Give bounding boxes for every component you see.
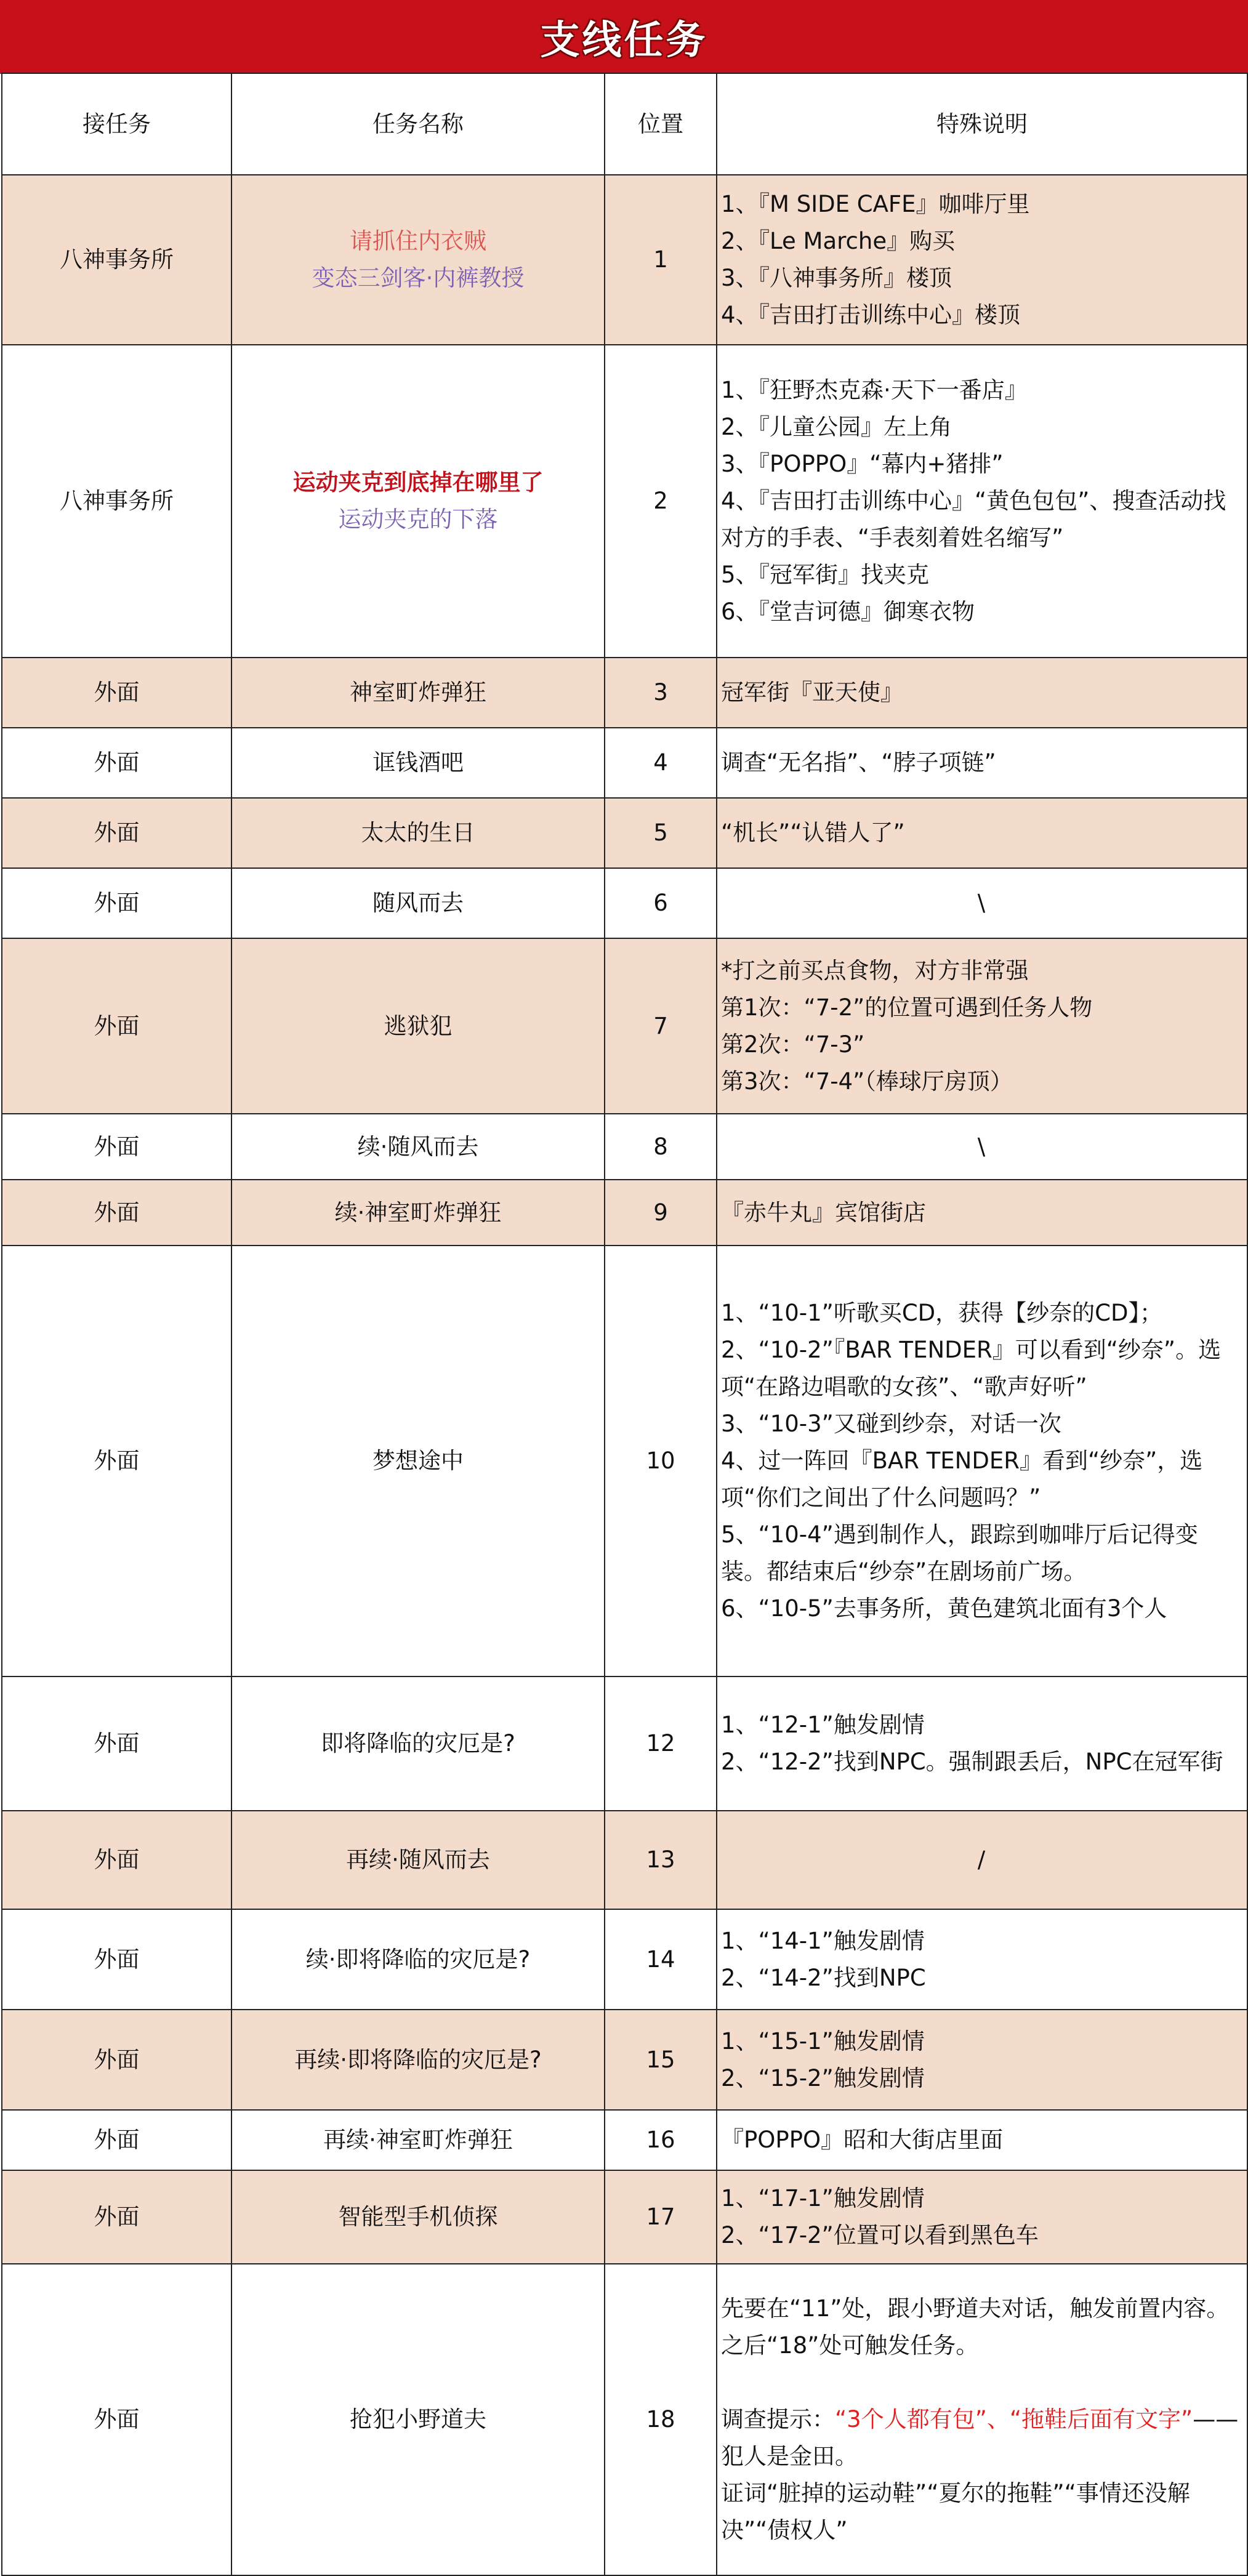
quest-giver: 外面 bbox=[2, 1676, 231, 1811]
quest-notes bbox=[717, 2264, 1247, 2575]
quest-name: 诓钱酒吧 bbox=[231, 728, 605, 798]
note-line: \ bbox=[977, 1133, 986, 1160]
note-line: 4、过一阵回『BAR TENDER』看到“纱奈”，选项“你们之间出了什么问题吗？” bbox=[721, 1447, 1203, 1511]
quest-notes bbox=[717, 1180, 1247, 1246]
quest-notes bbox=[717, 345, 1247, 658]
note-line: 1、『M SIDE CAFE』咖啡厅里 bbox=[721, 191, 1030, 217]
quest-notes bbox=[717, 938, 1247, 1114]
quest-notes bbox=[717, 1676, 1247, 1811]
note-line: 第2次：“7-3” bbox=[721, 1031, 865, 1058]
header-notes: 特殊说明 bbox=[717, 73, 1247, 175]
note-line: *打之前买点食物，对方非常强 bbox=[721, 957, 1029, 984]
quest-position: 5 bbox=[605, 798, 717, 868]
table-row bbox=[2, 1114, 1247, 1180]
note-line: 4、『吉田打击训练中心』楼顶 bbox=[721, 302, 1021, 328]
header-position: 位置 bbox=[605, 73, 717, 175]
table-row bbox=[2, 1246, 1247, 1676]
quest-notes bbox=[717, 2170, 1247, 2264]
note-line: 1、“14-1”触发剧情 bbox=[721, 1927, 925, 1954]
quest-name-subline: 运动夹克的下落 bbox=[338, 506, 498, 533]
quest-giver: 外面 bbox=[2, 938, 231, 1114]
note-line: 1、『狂野杰克森·天下一番店』 bbox=[721, 377, 1028, 403]
quest-giver: 八神事务所 bbox=[2, 345, 231, 658]
quest-name: 智能型手机侦探 bbox=[231, 2170, 605, 2264]
investigation-hint bbox=[721, 2401, 1242, 2475]
note-line: 3、『八神事务所』楼顶 bbox=[721, 265, 952, 291]
quest-name: 再续·神室町炸弹狂 bbox=[231, 2110, 605, 2170]
note-line: “机长”“认错人了” bbox=[721, 819, 905, 846]
note-line: 『赤牛丸』宾馆街店 bbox=[721, 1199, 926, 1226]
quest-position: 2 bbox=[605, 345, 717, 658]
quest-name: 太太的生日 bbox=[231, 798, 605, 868]
quest-name: 再续·即将降临的灾厄是? bbox=[231, 2010, 605, 2110]
quest-giver: 外面 bbox=[2, 2010, 231, 2110]
note-line: 先要在“11”处，跟小野道夫对话，触发前置内容。之后“18”处可触发任务。 bbox=[721, 2295, 1230, 2359]
note-line: 2、“15-2”触发剧情 bbox=[721, 2064, 925, 2091]
note-line: 2、“14-2”找到NPC bbox=[721, 1964, 926, 1991]
note-line: 1、“10-1”听歌买CD，获得【纱奈的CD】； bbox=[721, 1300, 1163, 1326]
note-line: 3、『POPPO』“幕内+猪排” bbox=[721, 451, 1004, 477]
hint-conclusion: ——犯人是金田。 bbox=[721, 2406, 1239, 2469]
quest-name-subline: 变态三剑客·内裤教授 bbox=[312, 265, 525, 291]
table-row bbox=[2, 1811, 1247, 1909]
table-row bbox=[2, 798, 1247, 868]
quest-name: 随风而去 bbox=[231, 868, 605, 938]
note-line: 第3次：“7-4”（棒球厅房顶） bbox=[721, 1068, 1013, 1095]
quest-giver: 外面 bbox=[2, 1909, 231, 2010]
quest-notes bbox=[717, 1114, 1247, 1180]
note-line: 1、“17-1”触发剧情 bbox=[721, 2185, 925, 2212]
quest-position: 18 bbox=[605, 2264, 717, 2575]
quest-position: 10 bbox=[605, 1246, 717, 1676]
table-row bbox=[2, 2170, 1247, 2264]
table-row bbox=[2, 1180, 1247, 1246]
table-row bbox=[2, 728, 1247, 798]
quest-name bbox=[231, 175, 605, 345]
quest-position: 1 bbox=[605, 175, 717, 345]
table-row bbox=[2, 2010, 1247, 2110]
note-line: 2、“10-2”『BAR TENDER』可以看到“纱奈”。选项“在路边唱歌的女孩”、“歌声好听” bbox=[721, 1337, 1222, 1400]
note-line: 4、『吉田打击训练中心』“黄色包包”、搜查活动找对方的手表、“手表刻着姓名缩写” bbox=[721, 488, 1226, 551]
quest-notes bbox=[717, 658, 1247, 728]
quest-position: 12 bbox=[605, 1676, 717, 1811]
quest-name: 再续·随风而去 bbox=[231, 1811, 605, 1909]
quest-giver: 外面 bbox=[2, 2110, 231, 2170]
table-row bbox=[2, 2264, 1247, 2575]
quest-notes bbox=[717, 2110, 1247, 2170]
table-row bbox=[2, 175, 1247, 345]
table-row bbox=[2, 1909, 1247, 2010]
hint-label: 调查提示： bbox=[721, 2406, 835, 2433]
quest-position: 15 bbox=[605, 2010, 717, 2110]
quest-giver: 外面 bbox=[2, 728, 231, 798]
quest-position: 14 bbox=[605, 1909, 717, 2010]
quest-position: 6 bbox=[605, 868, 717, 938]
quest-position: 8 bbox=[605, 1114, 717, 1180]
quest-name-line: 请抓住内衣贼 bbox=[350, 228, 486, 254]
quest-notes bbox=[717, 1246, 1247, 1676]
quest-position: 3 bbox=[605, 658, 717, 728]
quest-name bbox=[231, 345, 605, 658]
table-row bbox=[2, 868, 1247, 938]
quest-giver: 外面 bbox=[2, 1114, 231, 1180]
quest-notes bbox=[717, 1811, 1247, 1909]
quest-position: 13 bbox=[605, 1811, 717, 1909]
note-line: / bbox=[977, 1846, 986, 1873]
header-name: 任务名称 bbox=[231, 73, 605, 175]
note-line: 冠军街『亚天使』 bbox=[721, 679, 903, 706]
table-row bbox=[2, 1676, 1247, 1811]
quest-position: 16 bbox=[605, 2110, 717, 2170]
quest-giver: 外面 bbox=[2, 798, 231, 868]
quest-giver: 外面 bbox=[2, 2264, 231, 2575]
note-line: 调查“无名指”、“脖子项链” bbox=[721, 749, 996, 776]
quest-name: 即将降临的灾厄是? bbox=[231, 1676, 605, 1811]
quest-notes bbox=[717, 798, 1247, 868]
note-line: 2、“12-2”找到NPC。强制跟丢后，NPC在冠军街 bbox=[721, 1749, 1223, 1775]
quest-name: 逃狱犯 bbox=[231, 938, 605, 1114]
quest-notes bbox=[717, 868, 1247, 938]
quest-name: 续·随风而去 bbox=[231, 1114, 605, 1180]
quest-name: 抢犯小野道夫 bbox=[231, 2264, 605, 2575]
note-line: 6、“10-5”去事务所，黄色建筑北面有3个人 bbox=[721, 1595, 1167, 1622]
title-bar bbox=[0, 0, 1248, 74]
quest-position: 17 bbox=[605, 2170, 717, 2264]
quest-notes bbox=[717, 728, 1247, 798]
quest-giver: 外面 bbox=[2, 1246, 231, 1676]
quest-table bbox=[1, 73, 1248, 2576]
header-giver: 接任务 bbox=[2, 73, 231, 175]
table-row bbox=[2, 2110, 1247, 2170]
note-line: 5、“10-4”遇到制作人，跟踪到咖啡厅后记得变装。都结束后“纱奈”在剧场前广场。 bbox=[721, 1521, 1198, 1585]
note-line: 2、『Le Marche』购买 bbox=[721, 228, 956, 254]
note-line: 证词“脏掉的运动鞋”“夏尔的拖鞋”“事情还没解决”“债权人” bbox=[721, 2480, 1190, 2543]
table-header-row bbox=[2, 73, 1247, 175]
quest-position: 4 bbox=[605, 728, 717, 798]
quest-giver: 外面 bbox=[2, 868, 231, 938]
note-line: 3、“10-3”又碰到纱奈，对话一次 bbox=[721, 1411, 1061, 1437]
note-line: 第1次：“7-2”的位置可遇到任务人物 bbox=[721, 994, 1093, 1021]
page-title: 支线任务 bbox=[540, 18, 708, 63]
table-row bbox=[2, 658, 1247, 728]
note-line: 2、“17-2”位置可以看到黑色车 bbox=[721, 2222, 1039, 2248]
note-line: 2、『儿童公园』左上角 bbox=[721, 414, 952, 440]
quest-giver: 外面 bbox=[2, 1811, 231, 1909]
note-line: 5、『冠军街』找夹克 bbox=[721, 561, 930, 588]
quest-giver: 八神事务所 bbox=[2, 175, 231, 345]
note-line: \ bbox=[977, 890, 986, 916]
note-line: 『POPPO』昭和大街店里面 bbox=[721, 2127, 1004, 2153]
quest-name: 梦想途中 bbox=[231, 1246, 605, 1676]
table-row bbox=[2, 938, 1247, 1114]
quest-giver: 外面 bbox=[2, 658, 231, 728]
table-row bbox=[2, 345, 1247, 658]
quest-notes bbox=[717, 175, 1247, 345]
note-line: 1、“12-1”触发剧情 bbox=[721, 1712, 925, 1738]
quest-giver: 外面 bbox=[2, 1180, 231, 1246]
quest-name-line: 运动夹克到底掉在哪里了 bbox=[292, 469, 544, 496]
quest-position: 7 bbox=[605, 938, 717, 1114]
quest-name: 续·即将降临的灾厄是? bbox=[231, 1909, 605, 2010]
note-line: 6、『堂吉诃德』御寒衣物 bbox=[721, 598, 975, 625]
spacer bbox=[721, 2364, 1242, 2401]
quest-position: 9 bbox=[605, 1180, 717, 1246]
quest-notes bbox=[717, 2010, 1247, 2110]
quest-name: 神室町炸弹狂 bbox=[231, 658, 605, 728]
quest-name: 续·神室町炸弹狂 bbox=[231, 1180, 605, 1246]
hint-highlight: “3个人都有包”、“拖鞋后面有文字” bbox=[835, 2406, 1193, 2433]
quest-notes bbox=[717, 1909, 1247, 2010]
note-line: 1、“15-1”触发剧情 bbox=[721, 2027, 925, 2055]
quest-giver: 外面 bbox=[2, 2170, 231, 2264]
